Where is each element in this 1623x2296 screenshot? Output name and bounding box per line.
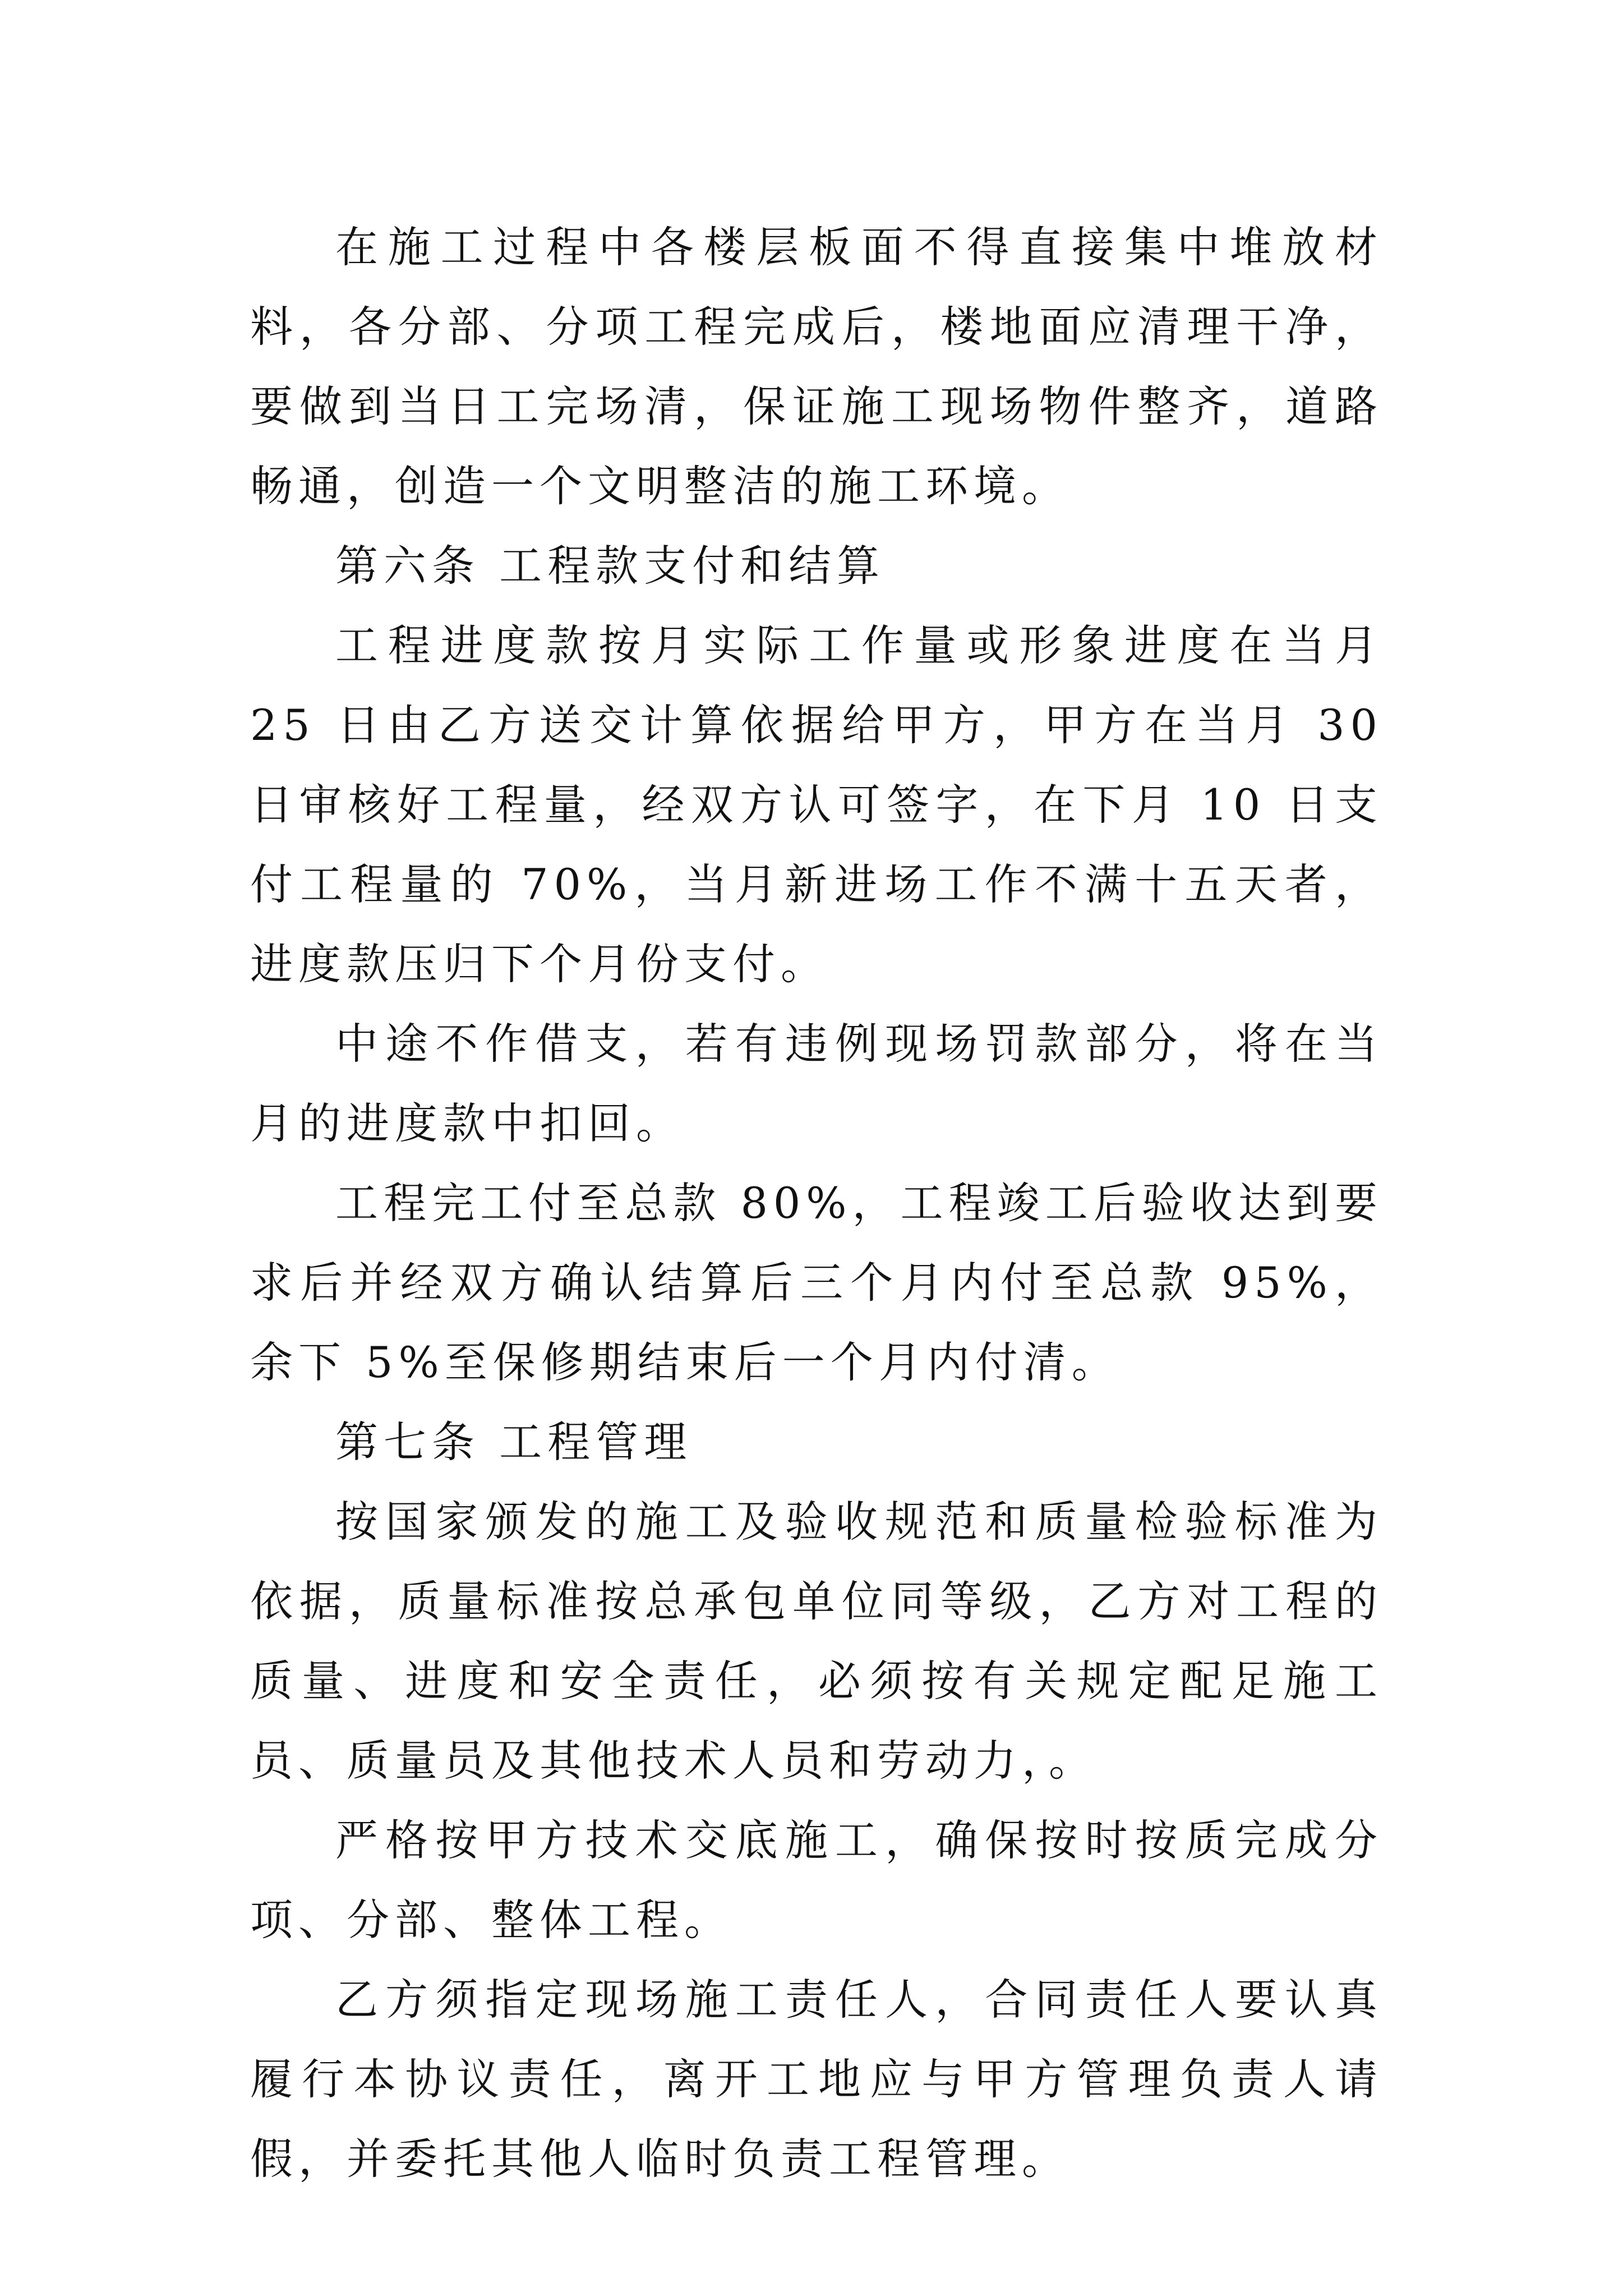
paragraph-quality-standards: 按国家颁发的施工及验收规范和质量检验标准为依据，质量标准按总承包单位同等级，乙方对工程的质量、进度和安全责任，必须按有关规定配足施工员、质量员及其他技术人员和劳动力，。: [250, 1497, 1383, 1786]
paragraph-technical-briefing: 严格按甲方技术交底施工，确保按时按质完成分项、分部、整体工程。: [250, 1815, 1383, 1945]
paragraph-no-advance: 中途不作借支，若有违例现场罚款部分，将在当月的进度款中扣回。: [250, 1019, 1383, 1148]
document-body: [250, 208, 1383, 2199]
paragraph-site-responsible-person: 乙方须指定现场施工责任人，合同责任人要认真履行本协议责任，离开工地应与甲方管理负责人请假，并委托其他人临时负责工程管理。: [250, 1975, 1383, 2184]
paragraph-progress-payment: 工程进度款按月实际工作量或形象进度在当月 25 日由乙方送交计算依据给甲方，甲方在当月 30 日审核好工程量，经双方认可签字，在下月 10 日支付工程量的 70%，当月新进场工作不满十五天者，进度款压归下个月份支付。: [250, 620, 1383, 989]
heading-article-6: 第六条 工程款支付和结算: [335, 541, 886, 591]
paragraph-site-cleanliness: 在施工过程中各楼层板面不得直接集中堆放材料，各分部、分项工程完成后，楼地面应清理干净，要做到当日工完场清，保证施工现场物件整齐，道路畅通，创造一个文明整洁的施工环境。: [250, 222, 1383, 511]
heading-article-7: 第七条 工程管理: [335, 1417, 693, 1467]
paragraph-final-payment: 工程完工付至总款 80%，工程竣工后验收达到要求后并经双方确认结算后三个月内付至总款 95%，余下 5%至保修期结束后一个月内付清。: [250, 1178, 1383, 1387]
